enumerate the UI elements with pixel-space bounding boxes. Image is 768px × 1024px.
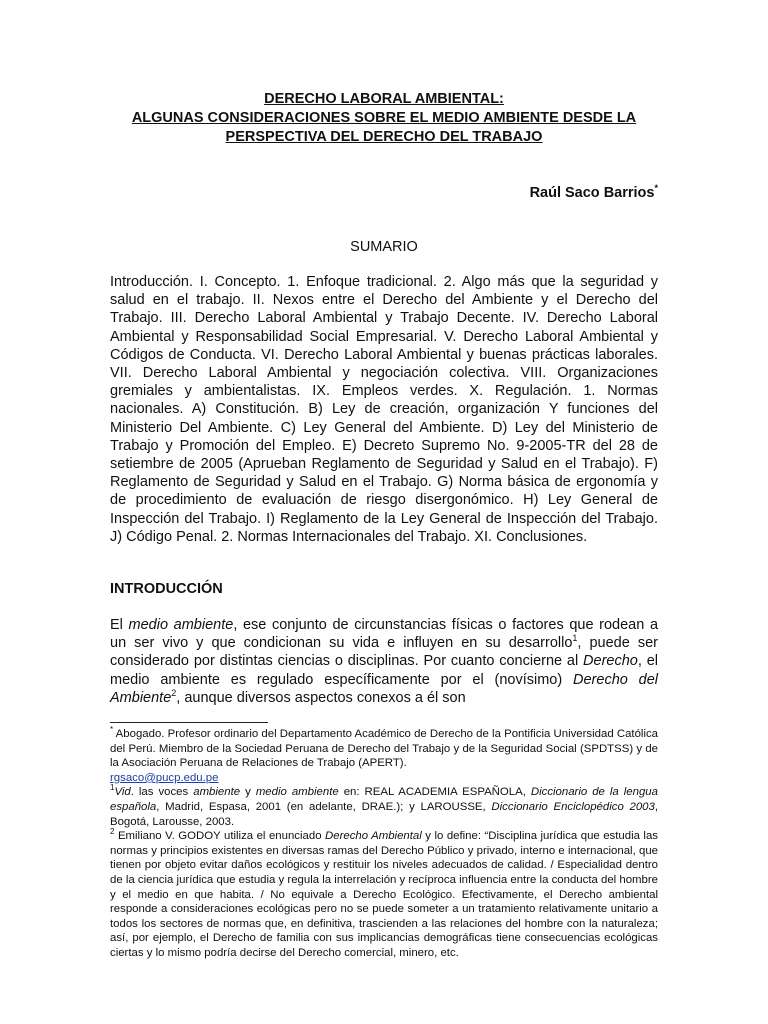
- footnote-1-text-c: en: REAL ACADEMIA ESPAÑOLA,: [338, 786, 531, 799]
- footnote-2: [110, 829, 658, 960]
- document-title: [110, 90, 658, 147]
- title-line-3: PERSPECTIVA DEL DERECHO DEL TRABAJO: [225, 129, 543, 145]
- intro-footnote-ref-2[interactable]: 2: [171, 688, 177, 699]
- footnote-1-text-a: . las voces: [130, 786, 194, 799]
- intro-em-derecho: Derecho: [583, 653, 638, 670]
- intro-paragraph: [110, 616, 658, 707]
- intro-text-a: El: [110, 617, 129, 634]
- footnote-divider: [110, 722, 268, 723]
- footnote-1-text-d: , Madrid, Espasa, 2001 (en adelante, DRAE.); y LAROUSSE,: [156, 801, 492, 814]
- footnote-author: [110, 727, 658, 785]
- author-email-link[interactable]: rgsaco@pucp.edu.pe: [110, 771, 219, 784]
- intro-footnote-ref-1[interactable]: 1: [572, 633, 578, 644]
- introduccion-heading: INTRODUCCIÓN: [110, 581, 223, 598]
- footnote-2-em-derecho-ambiental: Derecho Ambiental: [325, 830, 422, 843]
- author-line: [110, 184, 658, 203]
- footnote-1-text-b: y: [240, 786, 256, 799]
- intro-text-d: , el medio ambiente es regulado específicamente por el (novísimo): [110, 653, 659, 688]
- title-line-2: ALGUNAS CONSIDERACIONES SOBRE EL MEDIO AMBIENTE DESDE LA: [131, 110, 637, 126]
- title-line-1: DERECHO LABORAL AMBIENTAL:: [264, 91, 504, 107]
- footnote-1-mark: 1: [110, 783, 115, 793]
- footnote-2-text-a: Emiliano V. GODOY utiliza el enunciado: [114, 830, 326, 843]
- footnote-author-mark: *: [110, 725, 114, 735]
- intro-text-e: , aunque diversos aspectos conexos a él son: [176, 689, 466, 706]
- footnote-1-em-diccionario: Diccionario de la lengua española: [110, 786, 658, 814]
- intro-text-c: , puede ser considerado por distintas ciencias o disciplinas. Por cuanto concierne al: [110, 635, 658, 670]
- footnote-1-text-e: , Bogotá, Larousse, 2003.: [110, 801, 659, 828]
- footnote-1: [110, 785, 658, 829]
- sumario-text: Introducción. I. Concepto. 1. Enfoque tradicional. 2. Algo más que la seguridad y salud en el trabajo. II. Nexos entre el Derecho del Ambiente y el Derecho del Trabajo. III. Derecho Laboral Ambiental y Trabajo Decente. IV. Derecho Laboral Ambiental y Responsabilidad Social Empresarial. V. Derecho Laboral Ambiental y Códigos de Conducta. VI. Derecho Laboral Ambiental y buenas prácticas laborales. VII. Derecho Laboral Ambiental y negociación colectiva. VIII. Organizaciones gremiales y ambientalistas. IX. Empleos verdes. X. Regulación. 1. Normas nacionales. A) Constitución. B) Ley de creación, organización Y funciones del Ministerio Del Ambiente. C) Ley General del Ambiente. D) Ley del Ministerio de Trabajo y Promoción del Empleo. E) Decreto Supremo No. 9-2005-TR del 28 de setiembre de 2005 (Aprueban Reglamento de Seguridad y Salud en el Trabajo). F) Reglamento de Seguridad y Salud en el Trabajo. G) Norma básica de ergonomía y de procedimiento de evaluación de riesgo disergonómico. H) Ley General de Inspección del Trabajo. I) Reglamento de la Ley General de Inspección del Trabajo. J) Código Penal. 2. Normas Internacionales del Trabajo. XI. Conclusiones.: [110, 274, 658, 545]
- author-name: Raúl Saco Barrios: [529, 185, 655, 201]
- document-page: [110, 90, 658, 961]
- footnote-1-em-medio-ambiente: medio ambiente: [255, 786, 339, 799]
- footnote-1-em-enciclopedico: Diccionario Enciclopédico 2003: [491, 801, 655, 814]
- footnote-author-text: Abogado. Profesor ordinario del Departamento Académico de Derecho de la Pontificia Universidad Católica del Perú. Miembro de la Sociedad Peruana de Derecho del Trabajo y de la Seguridad Social (SPDTSS) y de la Asociación Peruana de Relaciones de Trabajo (APERT).: [110, 728, 658, 770]
- footnote-2-text-b: y lo define: “Disciplina jurídica que estudia las normas y principios existentes en diversas ramas del Derecho Público y privado, interno e internacional, que tienen por objeto evitar daños ecológicos y restituir los niveles adecuados de calidad. / Especialidad dentro de la ciencia jurídica que estudia y regula la interrelación y recíproca influencia entre la conducta del hombre y el medio en que habita. / No equivale a Derecho Ecológico. Efectivamente, el Derecho ambiental responde a consideraciones ecológicas pero no se puede someter a un tratamiento relativamente unitario a todos los sectores de normas que, en definitiva, trascienden a las relaciones del hombre con la naturaleza; así, por ejemplo, el Derecho de familia con sus implicancias demográficas tiene consecuencias ecológicas ciertas y lo mismo podría decirse del Derecho comercial, minero, etc.: [110, 830, 658, 959]
- intro-em-medio-ambiente: medio ambiente: [128, 617, 234, 634]
- intro-em-derecho-ambiente: Derecho del Ambiente: [110, 671, 658, 706]
- intro-text-b: , ese conjunto de circunstancias físicas o factores que rodean a un ser vivo y que condicionan su vida e influyen en su desarrollo: [110, 617, 659, 652]
- footnotes-section: [110, 727, 658, 961]
- footnote-1-vid: Vid: [114, 786, 131, 799]
- author-footnote-mark: *: [654, 183, 658, 194]
- sumario-heading: SUMARIO: [350, 239, 418, 255]
- footnote-1-em-ambiente: ambiente: [193, 786, 241, 799]
- footnote-2-mark: 2: [110, 827, 115, 837]
